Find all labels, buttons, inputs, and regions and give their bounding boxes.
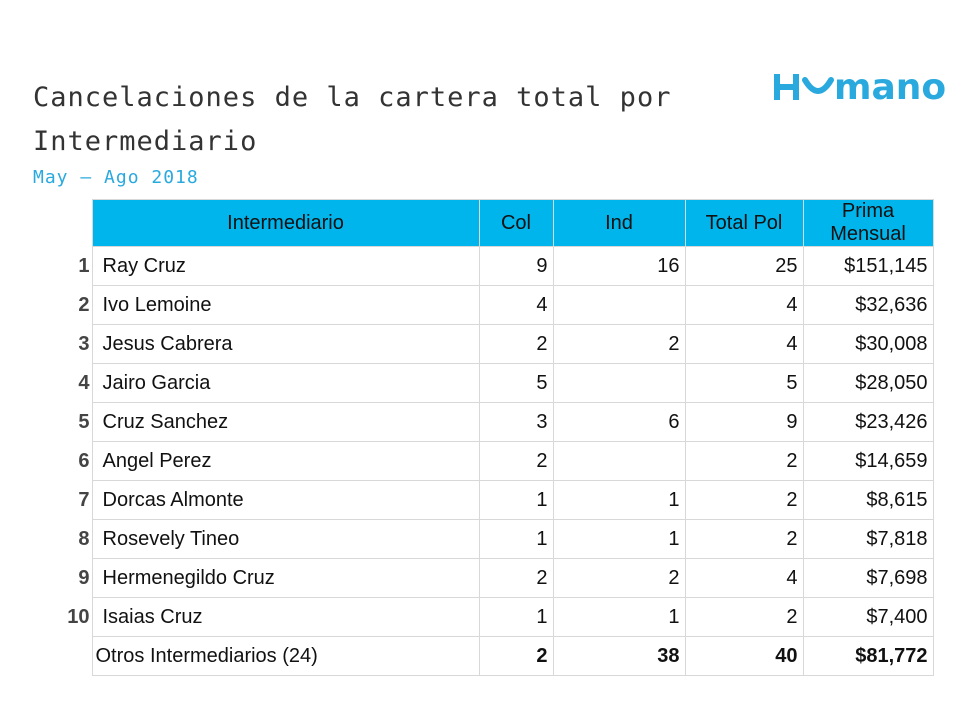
- ind-value: 1: [553, 481, 685, 520]
- prima-mensual-value: $7,818: [803, 520, 933, 559]
- row-rank: 2: [78, 293, 90, 316]
- intermediary-name: Cruz Sanchez: [92, 403, 479, 442]
- total-pol-value: 5: [685, 364, 803, 403]
- table-row: [62, 286, 933, 325]
- total-pol-value: 2: [685, 598, 803, 637]
- table-row: [62, 481, 933, 520]
- prima-mensual-value: $14,659: [803, 442, 933, 481]
- row-rank-blank: [62, 637, 92, 676]
- ind-value: 1: [553, 598, 685, 637]
- ind-value: 6: [553, 403, 685, 442]
- prima-mensual-value: $7,698: [803, 559, 933, 598]
- row-rank: 1: [78, 254, 90, 277]
- col-value: 1: [479, 481, 553, 520]
- intermediary-name: Dorcas Almonte: [92, 481, 479, 520]
- total-pol-value: 25: [685, 247, 803, 286]
- col-value: 2: [479, 442, 553, 481]
- row-rank: 9: [78, 566, 90, 589]
- intermediary-name: Otros Intermediarios (24): [92, 637, 479, 676]
- ind-value: [553, 364, 685, 403]
- table-header-row: [62, 200, 933, 247]
- total-pol-value: 4: [685, 325, 803, 364]
- row-rank: 3: [78, 332, 90, 355]
- row-rank: 6: [78, 449, 90, 472]
- col-value: 2: [479, 559, 553, 598]
- intermediary-name: Jairo Garcia: [92, 364, 479, 403]
- column-header-ind: Ind: [553, 200, 685, 247]
- total-pol-value: 2: [685, 520, 803, 559]
- col-value: 4: [479, 286, 553, 325]
- table-row: [62, 559, 933, 598]
- date-range-subtitle: May – Ago 2018: [33, 167, 199, 188]
- intermediary-name: Jesus Cabrera: [92, 325, 479, 364]
- humano-logo: [772, 66, 947, 110]
- intermediary-name: Ivo Lemoine: [92, 286, 479, 325]
- intermediary-name: Angel Perez: [92, 442, 479, 481]
- page-title: Cancelaciones de la cartera total por Intermediario: [33, 82, 672, 157]
- col-value: 1: [479, 520, 553, 559]
- prima-mensual-value: $81,772: [803, 637, 933, 676]
- col-value: 1: [479, 598, 553, 637]
- column-header-prima-mensual: Prima Mensual: [803, 200, 933, 247]
- table-row: [62, 403, 933, 442]
- prima-mensual-value: $7,400: [803, 598, 933, 637]
- row-rank: 7: [78, 488, 90, 511]
- prima-mensual-value: $32,636: [803, 286, 933, 325]
- row-rank: 4: [78, 371, 90, 394]
- table-row: [62, 364, 933, 403]
- total-pol-value: 2: [685, 481, 803, 520]
- col-value: 2: [479, 325, 553, 364]
- col-value: 5: [479, 364, 553, 403]
- ind-value: 2: [553, 559, 685, 598]
- total-pol-value: 4: [685, 286, 803, 325]
- intermediary-name: Isaias Cruz: [92, 598, 479, 637]
- intermediaries-table: [62, 199, 934, 676]
- column-header-intermediario: Intermediario: [92, 200, 479, 247]
- intermediary-name: Ray Cruz: [92, 247, 479, 286]
- humano-logo-graphic: [772, 66, 947, 110]
- prima-mensual-value: $30,008: [803, 325, 933, 364]
- row-rank: 8: [78, 527, 90, 550]
- rank-header-blank: [62, 200, 92, 247]
- table-row: [62, 325, 933, 364]
- prima-mensual-value: $28,050: [803, 364, 933, 403]
- col-value: 2: [479, 637, 553, 676]
- prima-mensual-value: $8,615: [803, 481, 933, 520]
- table-row: [62, 442, 933, 481]
- ind-value: [553, 286, 685, 325]
- svg-text:mano: mano: [834, 67, 947, 108]
- table-row: [62, 598, 933, 637]
- total-pol-value: 4: [685, 559, 803, 598]
- table-row-otros: [62, 637, 933, 676]
- col-value: 3: [479, 403, 553, 442]
- ind-value: 38: [553, 637, 685, 676]
- ind-value: 1: [553, 520, 685, 559]
- col-value: 9: [479, 247, 553, 286]
- table-row: [62, 520, 933, 559]
- column-header-col: Col: [479, 200, 553, 247]
- total-pol-value: 9: [685, 403, 803, 442]
- total-pol-value: 2: [685, 442, 803, 481]
- ind-value: [553, 442, 685, 481]
- ind-value: 16: [553, 247, 685, 286]
- row-rank: 10: [67, 605, 90, 628]
- row-rank: 5: [78, 410, 90, 433]
- intermediary-name: Rosevely Tineo: [92, 520, 479, 559]
- column-header-total-pol: Total Pol: [685, 200, 803, 247]
- prima-mensual-value: $23,426: [803, 403, 933, 442]
- intermediary-name: Hermenegildo Cruz: [92, 559, 479, 598]
- table-row: [62, 247, 933, 286]
- ind-value: 2: [553, 325, 685, 364]
- prima-mensual-value: $151,145: [803, 247, 933, 286]
- total-pol-value: 40: [685, 637, 803, 676]
